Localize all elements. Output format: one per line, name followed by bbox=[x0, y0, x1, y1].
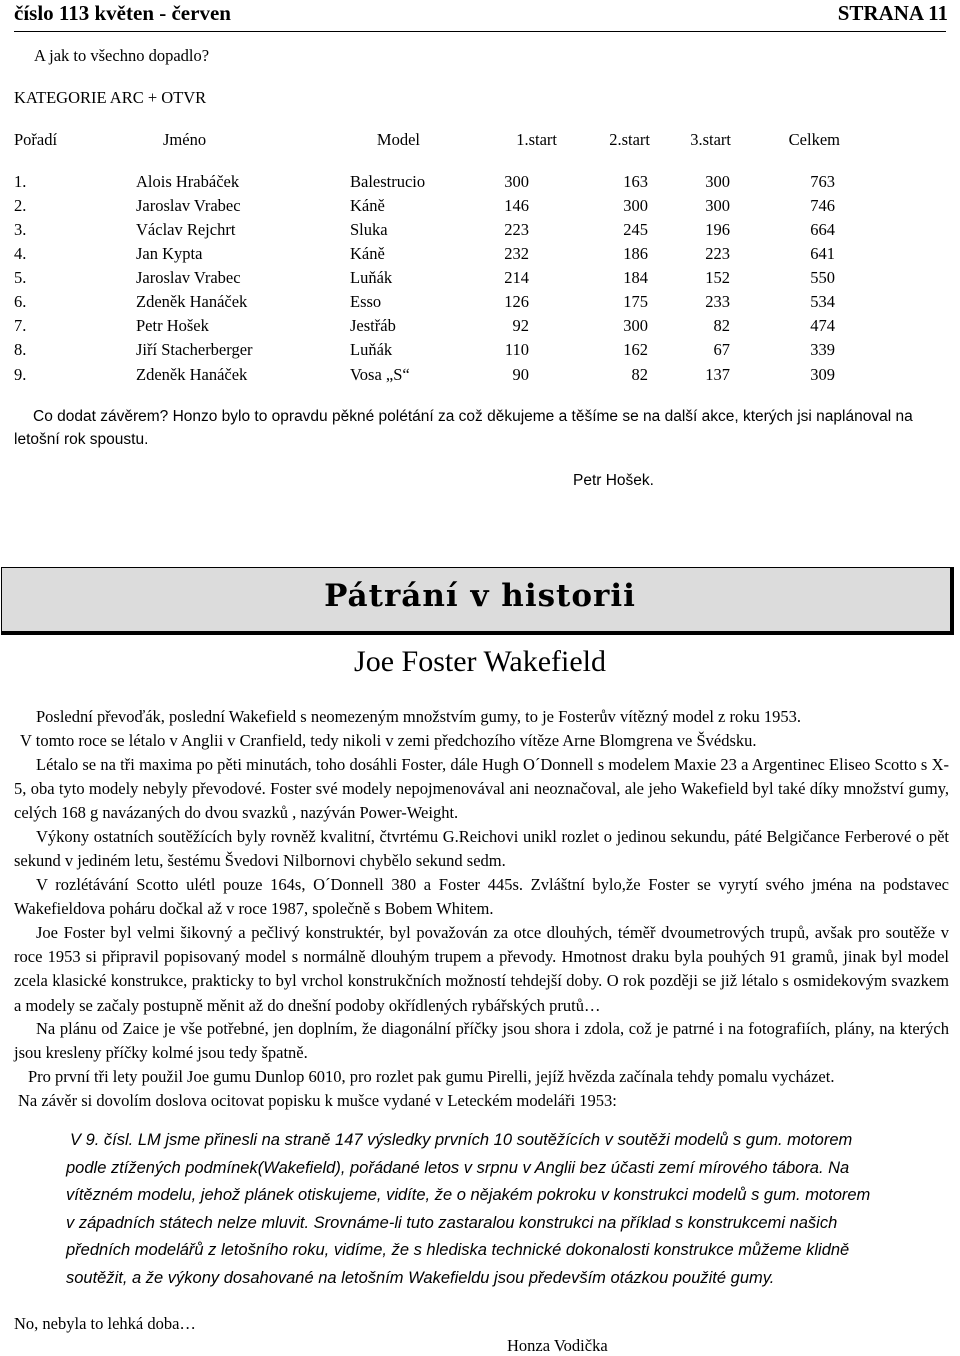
table-cell: 82 bbox=[713, 316, 730, 335]
table-cell: 126 bbox=[504, 292, 529, 311]
table-cell: Jan Kypta bbox=[136, 244, 203, 263]
table-cell: Václav Rejchrt bbox=[136, 220, 236, 239]
table-cell: Káně bbox=[350, 244, 385, 263]
table-cell: 186 bbox=[623, 244, 648, 263]
article-title: Joe Foster Wakefield bbox=[354, 645, 606, 678]
article-paragraph-7: Na plánu od Zaice je vše potřebné, jen doplním, že diagonální příčky jsou shora i zdola, což je patrné i na fotografiích, plány, na kterých jsou kresleny příčky kolmé jsou tedy špatně. bbox=[14, 1019, 949, 1063]
table-cell: 223 bbox=[504, 220, 529, 239]
article-paragraph-9: Na závěr si dovolím doslova ocitovat popisku k mušce vydané v Leteckém modeláři 1953: bbox=[18, 1091, 617, 1110]
table-cell: 9. bbox=[14, 365, 27, 384]
table-cell: Vosa „S“ bbox=[350, 365, 410, 384]
quote-line: soutěžit, a že výkony dosahované na letošním Wakefieldu jsou především otázkou použité gumy. bbox=[66, 1268, 775, 1287]
table-cell: 763 bbox=[810, 172, 835, 191]
closing-line-2: letošní rok spoustu. bbox=[14, 431, 149, 448]
table-cell: Jaroslav Vrabec bbox=[136, 268, 241, 287]
table-header-cell: Pořadí bbox=[14, 130, 58, 149]
table-cell: Esso bbox=[350, 292, 382, 311]
table-cell: 3. bbox=[14, 220, 27, 239]
table-cell: 110 bbox=[504, 340, 529, 359]
table-cell: 175 bbox=[623, 292, 648, 311]
table-cell: Jestřáb bbox=[350, 316, 396, 335]
page-number: STRANA 11 bbox=[837, 1, 948, 25]
table-cell: Káně bbox=[350, 196, 385, 215]
table-cell: 300 bbox=[705, 172, 730, 191]
table-cell: 163 bbox=[623, 172, 648, 191]
quote-line: V 9. čísl. LM jsme přinesli na straně 147 výsledky prvních 10 soutěžících v soutěži modelů s gum. motorem bbox=[70, 1131, 853, 1149]
table-cell: 146 bbox=[504, 196, 529, 215]
table-cell: 534 bbox=[810, 292, 835, 311]
table-cell: 4. bbox=[14, 244, 27, 263]
table-cell: Sluka bbox=[350, 220, 388, 239]
table-cell: 339 bbox=[810, 340, 835, 359]
table-cell: 641 bbox=[810, 244, 835, 263]
table-cell: 8. bbox=[14, 340, 27, 359]
table-cell: 550 bbox=[810, 268, 835, 287]
table-cell: 245 bbox=[623, 220, 648, 239]
table-cell: Jiří Stacherberger bbox=[136, 340, 253, 359]
table-cell: 300 bbox=[623, 316, 648, 335]
article-paragraph-1: Poslední převoďák, poslední Wakefield s neomezeným množstvím gumy, to je Fosterův vítězný model z roku 1953. bbox=[36, 707, 801, 726]
table-cell: Zdeněk Hanáček bbox=[136, 292, 248, 311]
table-cell: 300 bbox=[623, 196, 648, 215]
table-cell: 214 bbox=[504, 268, 529, 287]
closing-signature: Petr Hošek. bbox=[573, 472, 654, 489]
footer-remark: No, nebyla to lehká doba… bbox=[14, 1314, 196, 1333]
table-cell: 152 bbox=[705, 268, 730, 287]
table-cell: 67 bbox=[713, 340, 730, 359]
table-cell: 474 bbox=[810, 316, 835, 335]
article-paragraph-6: Joe Foster byl velmi šikovný a pečlivý konstruktér, byl považován za otce dlouhých, téměř dvoumetrových trupů, avšak pro soutěže v roce 1953 si připravil popisovaný model s normálně dlouhým trupem a převody. Hmotnost draku byla pouhých 91 gramů, jinak byl model zcela klasické konstrukce, prakticky to byl vrchol konstrukčních možností tehdejší doby. O rok později se již létalo s osmidekovým svazkem a modely se začaly postupně měnit až do dnešní podoby okřídlených rybářských prutů… bbox=[14, 923, 949, 1015]
table-cell: 5. bbox=[14, 268, 27, 287]
table-cell: Luňák bbox=[350, 268, 393, 287]
table-cell: Alois Hrabáček bbox=[136, 172, 240, 191]
table-cell: 309 bbox=[810, 365, 835, 384]
table-cell: 300 bbox=[705, 196, 730, 215]
table-cell: 6. bbox=[14, 292, 27, 311]
table-cell: 232 bbox=[504, 244, 529, 263]
article-paragraph-3: Létalo se na tři maxima po pěti minutách, toho dosáhli Foster, dále Hugh O´Donnell s modelem Maxie 23 a Argentinec Eliseo Scotto s X-5, oba tyto modely nebyly převodové. Foster své modely nepojmenovával ani neoznačoval, ale jeho Wakefield byl také díky množství gumy, celých 168 g navázaných do dvou svazků , nazýván Power-Weight. bbox=[14, 755, 949, 823]
table-cell: 137 bbox=[705, 365, 730, 384]
article-paragraph-4: Výkony ostatních soutěžících byly rovněž kvalitní, čtvrtému G.Reichovi unikl rozlet o jedinou sekundu, páté Belgičance Ferberové o pět sekund v jediném letu, šestému Švedovi Nilbornovi chybělo sekund sedm. bbox=[14, 827, 949, 871]
intro-text: A jak to všechno dopadlo? bbox=[34, 46, 210, 65]
closing-line-1: Co dodat závěrem? Honzo bylo to opravdu pěkné polétání za což děkujeme a těšíme se na další akce, kterých jsi naplánoval na bbox=[33, 408, 913, 425]
table-cell: 196 bbox=[705, 220, 730, 239]
table-header-cell: Jméno bbox=[163, 130, 207, 149]
table-cell: 2. bbox=[14, 196, 27, 215]
quote-line: předních modelářů z letošního roku, vidíme, že s hlediska technické dokonalosti konstrukce můžeme klidně bbox=[66, 1241, 850, 1260]
category-title: KATEGORIE ARC + OTVR bbox=[14, 88, 207, 107]
issue-header: číslo 113 květen - červen bbox=[14, 1, 231, 25]
table-cell: Petr Hošek bbox=[136, 316, 209, 335]
table-header-cell: 2.start bbox=[609, 130, 650, 149]
table-cell: 184 bbox=[623, 268, 648, 287]
table-cell: 300 bbox=[504, 172, 529, 191]
quote-line: v západních státech nelze mluvit. Srovnáme-li tuto zastaralou konstrukci na příklad s konstrukcemi našich bbox=[66, 1213, 838, 1232]
table-cell: 90 bbox=[512, 365, 529, 384]
table-cell: 233 bbox=[705, 292, 730, 311]
table-cell: Balestrucio bbox=[350, 172, 426, 191]
quote-line: podle ztížených podmínek(Wakefield), pořádané letos v srpnu v Anglii bez účasti zemí mírového tábora. Na bbox=[66, 1158, 850, 1177]
table-header-cell: Model bbox=[376, 130, 420, 149]
table-cell: 7. bbox=[14, 316, 27, 335]
section-banner-title: Pátrání v historii bbox=[324, 578, 636, 614]
table-cell: 162 bbox=[623, 340, 648, 359]
table-cell: 92 bbox=[512, 316, 529, 335]
table-cell: 82 bbox=[631, 365, 648, 384]
table-cell: 223 bbox=[705, 244, 730, 263]
table-cell: 1. bbox=[14, 172, 27, 191]
article-paragraph-5: V rozlétávání Scotto ulétl pouze 164s, O´Donnell 380 a Foster 445s. Zvláštní bylo,že Foster se vyrytí svého jména na podstavec Wakefieldova poháru dočkal až v roce 1987, společně s Bobem Whitem. bbox=[14, 875, 949, 919]
author-signature: Honza Vodička bbox=[507, 1336, 608, 1355]
table-cell: Zdeněk Hanáček bbox=[136, 365, 248, 384]
table-cell: 664 bbox=[810, 220, 835, 239]
article-paragraph-8: Pro první tři lety použil Joe gumu Dunlop 6010, pro rozlet pak gumu Pirelli, jejíž hvězda začínala tehdy pomalu vycházet. bbox=[28, 1067, 835, 1086]
quote-block bbox=[66, 1127, 951, 1293]
quote-line: vítězném modelu, jehož plánek otiskujeme, vidíte, že o nějakém pokroku v konstrukci modelů s gum. motorem bbox=[66, 1186, 871, 1205]
table-cell: 746 bbox=[810, 196, 835, 215]
table-header-cell: 1.start bbox=[516, 130, 557, 149]
article-paragraph-2: V tomto roce se létalo v Anglii v Cranfield, tedy nikoli v zemi předchozího vítěze Arne Blomgrena ve Švédsku. bbox=[20, 731, 757, 750]
table-header-cell: Celkem bbox=[788, 130, 840, 149]
table-cell: Jaroslav Vrabec bbox=[136, 196, 241, 215]
table-header-cell: 3.start bbox=[690, 130, 731, 149]
table-cell: Luňák bbox=[350, 340, 393, 359]
header-rule bbox=[14, 31, 946, 32]
